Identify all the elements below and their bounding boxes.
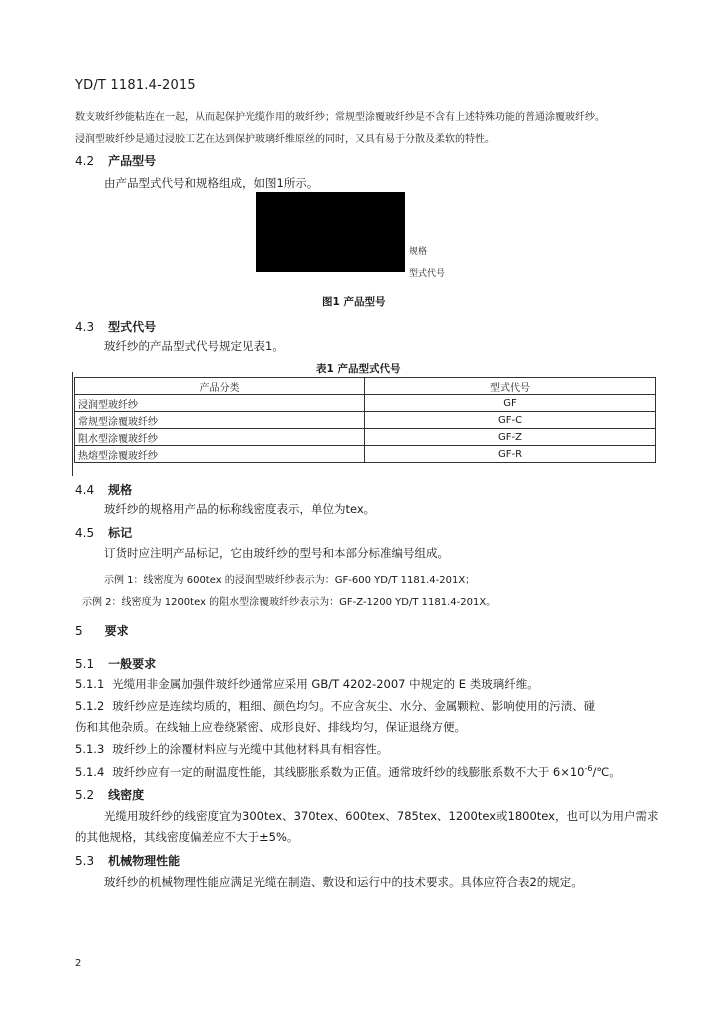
section-5-3-heading: [75, 852, 180, 869]
table-header-cell: 产品分类: [75, 378, 365, 395]
section-number: 4.3: [75, 320, 95, 334]
section-number: 4.4: [75, 483, 95, 497]
section-4-2-heading: [75, 152, 156, 169]
section-4-4-heading: [75, 481, 132, 498]
table-row: [75, 429, 656, 446]
unit: /℃。: [592, 765, 621, 779]
section-4-4-text: 玻纤纱的规格用产品的标称线密度表示，单位为tex。: [104, 502, 376, 516]
section-text: 光缆用非金属加强件玻纤纱通常应采用 GB/T 4202-2007 中规定的 E 类玻璃纤维。: [112, 677, 539, 691]
section-title: 产品型号: [108, 154, 157, 168]
figure-label-spec: 规格: [409, 247, 428, 257]
product-type-table: [74, 377, 656, 463]
intro-line-1: 数支玻纤纱能粘连在一起，从而起保护光缆作用的玻纤纱；常规型涂覆玻纤纱是不含有上述特殊功能的普通涂覆玻纤纱。: [75, 112, 605, 123]
section-number: 5.1.2: [75, 699, 105, 713]
table-cell: 浸润型玻纤纱: [75, 395, 365, 412]
figure-caption: 图1 产品型号: [322, 296, 386, 308]
section-text: 玻纤纱上的涂覆材料应与光缆中其他材料具有相容性。: [112, 742, 389, 756]
section-number: 5: [75, 624, 83, 638]
section-text: 玻纤纱应有一定的耐温度性能，其线膨胀系数为正值。通常玻纤纱的线膨胀系数不大于 6×10: [112, 765, 585, 779]
section-4-5-heading: [75, 524, 132, 541]
section-number: 5.1: [75, 657, 95, 671]
figure-redacted-block: [256, 192, 405, 272]
section-4-3-text: 玻纤纱的产品型式代号规定见表1。: [104, 339, 284, 353]
section-number: 5.2: [75, 788, 95, 802]
section-number: 5.1.1: [75, 677, 105, 691]
section-4-3-heading: [75, 318, 156, 335]
table-cell: 热熔型涂覆玻纤纱: [75, 446, 365, 463]
section-title: 标记: [108, 526, 133, 540]
table-caption: 表1 产品型式代号: [316, 363, 401, 375]
section-5-1-4: [75, 764, 621, 780]
table-cell: 常规型涂覆玻纤纱: [75, 412, 365, 429]
section-5-2-line-2: 的其他规格，其线密度偏差应不大于±5%。: [75, 830, 299, 844]
section-title: 一般要求: [108, 657, 157, 671]
section-number: 4.2: [75, 154, 95, 168]
table-row: [75, 412, 656, 429]
table-row: [75, 395, 656, 412]
intro-line-2: 浸润型玻纤纱是通过浸胶工艺在达到保护玻璃纤维原丝的同时，又具有易于分散及柔软的特性。: [75, 134, 495, 145]
page-number: 2: [75, 958, 82, 969]
section-4-5-text: 订货时应注明产品标记，它由玻纤纱的型号和本部分标准编号组成。: [104, 546, 449, 560]
section-text: 玻纤纱应是连续均质的，粗细、颜色均匀。不应含灰尘、水分、金属颗粒、影响使用的污渍、碰: [112, 699, 596, 713]
figure-label-type: 型式代号: [409, 269, 446, 279]
table-cell: GF: [365, 395, 656, 412]
table-cell: 阻水型涂覆玻纤纱: [75, 429, 365, 446]
section-title: 要求: [104, 624, 129, 638]
table-cell: GF-C: [365, 412, 656, 429]
table-header-cell: 型式代号: [365, 378, 656, 395]
table-cell: GF-Z: [365, 429, 656, 446]
section-title: 线密度: [108, 788, 145, 802]
section-5-3-text: 玻纤纱的机械物理性能应满足光缆在制造、敷设和运行中的技术要求。具体应符合表2的规定。: [104, 875, 583, 889]
section-4-2-text: 由产品型式代号和规格组成，如图1所示。: [104, 176, 319, 190]
section-5-1-2-line-1: [75, 698, 595, 714]
table-cell: GF-R: [365, 446, 656, 463]
section-5-2-line-1: 光缆用玻纤纱的线密度宜为300tex、370tex、600tex、785tex、1200tex或1800tex，也可以为用户需求: [104, 809, 659, 823]
section-number: 5.1.4: [75, 765, 105, 779]
section-title: 规格: [108, 483, 133, 497]
example-2: 示例 2：线密度为 1200tex 的阻水型涂覆玻纤纱表示为：GF-Z-1200 YD/T 1181.4-201X。: [82, 597, 497, 608]
section-number: 4.5: [75, 526, 95, 540]
section-5-heading: [75, 622, 129, 639]
section-5-1-heading: [75, 655, 156, 672]
section-5-1-3: [75, 741, 388, 757]
section-5-2-heading: [75, 786, 144, 803]
section-title: 机械物理性能: [108, 854, 181, 868]
section-number: 5.3: [75, 854, 95, 868]
standard-header: YD/T 1181.4-2015: [75, 78, 196, 93]
table-left-rule: [72, 372, 73, 476]
table-row: [75, 446, 656, 463]
example-1: 示例 1：线密度为 600tex 的浸润型玻纤纱表示为：GF-600 YD/T 1181.4-201X；: [104, 575, 476, 586]
section-5-1-1: [75, 676, 539, 692]
section-5-1-2-line-2: 伤和其他杂质。在线轴上应卷绕紧密、成形良好、排线均匀，保证退绕方便。: [75, 720, 466, 734]
table-header-row: [75, 378, 656, 395]
section-number: 5.1.3: [75, 742, 105, 756]
section-title: 型式代号: [108, 320, 157, 334]
exponent: -6: [584, 764, 593, 774]
